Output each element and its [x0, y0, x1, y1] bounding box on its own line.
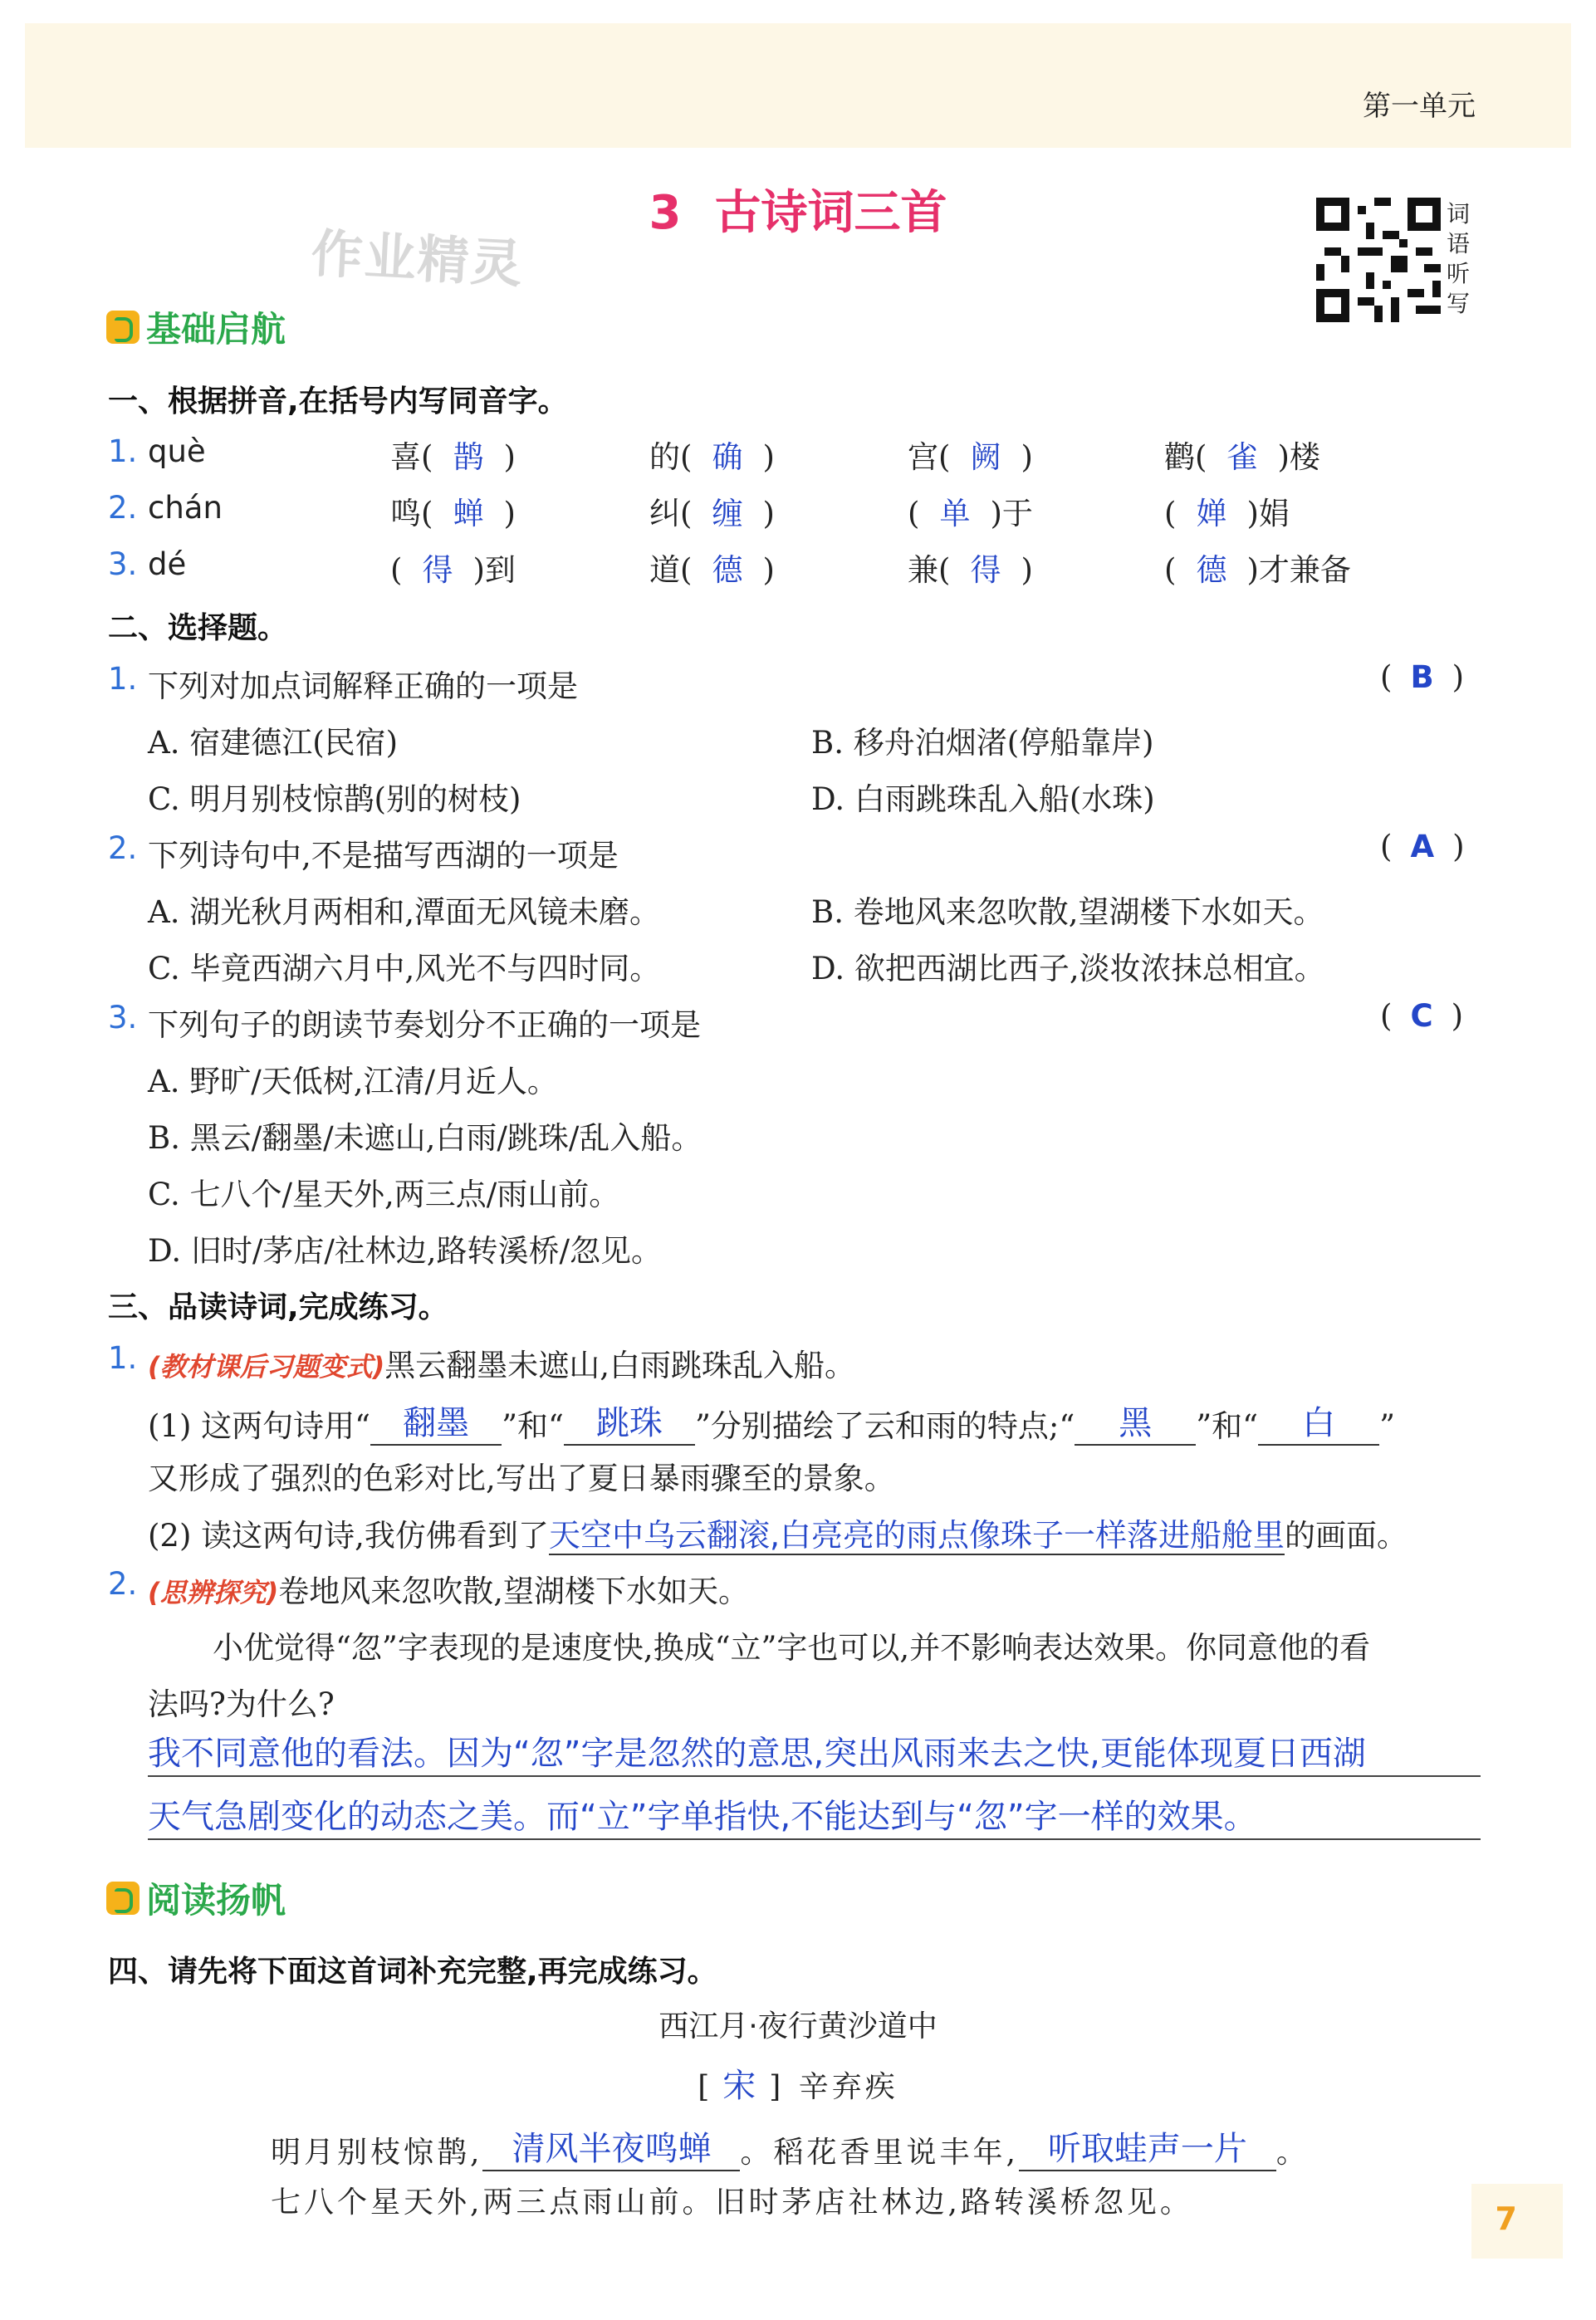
option: C. 明月别枝惊鹊(别的树枝): [148, 781, 521, 817]
page-number: 7: [1495, 2200, 1517, 2237]
q-text: (教材课后习题变式)黑云翻墨未遮山,白雨跳珠乱入船。: [148, 1348, 856, 1383]
section-reading: [106, 1873, 286, 1923]
answer-box: ( A ): [1380, 829, 1465, 864]
qr-code-icon[interactable]: [1316, 198, 1441, 322]
part1-heading: 一、根据拼音,在括号内写同音字。: [108, 384, 568, 418]
option: A. 宿建德江(民宿): [148, 725, 399, 761]
fill-item: ( 德 )才兼备: [1164, 552, 1351, 588]
q-number: 1.: [108, 661, 138, 697]
option: A. 野旷/天低树,江清/月近人。: [148, 1064, 558, 1099]
pinyin: dé: [148, 546, 187, 582]
poem-line-2: 七八个星天外,两三点雨山前。旧时茅店社林边,路转溪桥忽见。: [271, 2185, 1193, 2220]
part2-heading: 二、选择题。: [108, 611, 288, 645]
poem-title: 西江月·夜行黄沙道中: [658, 2009, 938, 2043]
option: C. 七八个/星天外,两三点/雨山前。: [148, 1177, 620, 1212]
fill-line-2: (2) 读这两句诗,我仿佛看到了天空中乌云翻滚,白亮亮的雨点像珠子一样落进船舱里的画面。: [148, 1517, 1408, 1554]
blank-answer: 白: [1258, 1397, 1379, 1446]
fill-line-1b: 又形成了强烈的色彩对比,写出了夏日暴雨骤至的景象。: [148, 1461, 895, 1496]
pinyin: chán: [148, 490, 223, 526]
lesson-title-text: 古诗词三首: [714, 186, 947, 240]
option: B. 卷地风来忽吹散,望湖楼下水如天。: [811, 894, 1324, 930]
q-number: 2.: [108, 1566, 138, 1602]
option: C. 毕竟西湖六月中,风光不与四时同。: [148, 951, 661, 986]
row-number: 3.: [108, 546, 138, 582]
fill-item: 纠( 缠 ): [649, 496, 775, 531]
fill-line-1: (1) 这两句诗用“ 翻墨 ”和“ 跳珠 ”分别描绘了云和雨的特点;“ 黑 ”和“ 白 ”: [148, 1397, 1395, 1446]
blank-answer: 听取蛙声一片: [1019, 2122, 1276, 2171]
q-number: 1.: [108, 1340, 138, 1376]
fill-item: 鸣( 蝉 ): [390, 496, 516, 531]
q-stem: 下列句子的朗读节奏划分不正确的一项是: [148, 1007, 701, 1043]
written-answer: 我不同意他的看法。因为“忽”字是忽然的意思,突出风雨来去之快,更能体现夏日西湖: [148, 1735, 1366, 1773]
fill-item: ( 得 )到: [390, 552, 516, 588]
option: D. 欲把西湖比西子,淡妆浓抹总相宜。: [811, 951, 1325, 986]
q-text: (思辨探究)卷地风来忽吹散,望湖楼下水如天。: [148, 1574, 750, 1609]
option: B. 移舟泊烟渚(停船靠岸): [811, 725, 1154, 761]
row-number: 1.: [108, 433, 138, 469]
fill-item: 喜( 鹊 ): [390, 439, 516, 475]
fill-item: 宫( 阙 ): [908, 439, 1033, 475]
pinyin: què: [148, 433, 206, 469]
q-prompt: 小优觉得“忽”字表现的是速度快,换成“立”字也可以,并不影响表达效果。你同意他的看: [213, 1630, 1371, 1666]
blank-answer: 翻墨: [370, 1397, 502, 1446]
fill-item: 的( 确 ): [649, 439, 775, 475]
q-prompt: 法吗?为什么?: [148, 1686, 335, 1722]
q-stem: 下列对加点词解释正确的一项是: [148, 668, 578, 704]
answer-rule: [148, 1838, 1481, 1840]
blank-answer: 黑: [1075, 1397, 1196, 1446]
option: D. 旧时/茅店/社林边,路转溪桥/忽见。: [148, 1233, 663, 1269]
blank-answer: 清风半夜鸣蝉: [482, 2122, 740, 2171]
option: B. 黑云/翻墨/未遮山,白雨/跳珠/乱入船。: [148, 1120, 703, 1156]
written-answer: 天气急剧变化的动态之美。而“立”字单指快,不能达到与“忽”字一样的效果。: [148, 1798, 1257, 1836]
answer-box: ( C ): [1380, 998, 1464, 1034]
unit-label: 第一单元: [1363, 90, 1476, 123]
fill-item: 鹳( 雀 )楼: [1164, 439, 1320, 475]
part3-heading: 三、品读诗词,完成练习。: [108, 1290, 448, 1324]
q-number: 3.: [108, 1000, 138, 1035]
blank-answer: 跳珠: [564, 1397, 695, 1446]
watermark: 作业精灵: [310, 223, 526, 295]
book-icon: [106, 1882, 140, 1915]
lesson-number: 3: [649, 186, 682, 240]
section-reading-title: 阅读扬帆: [146, 1880, 286, 1921]
dynasty-answer: 宋: [722, 2067, 756, 2105]
option: D. 白雨跳珠乱入船(水珠): [811, 781, 1155, 817]
row-number: 2.: [108, 490, 138, 526]
fill-item: 兼( 得 ): [908, 552, 1033, 588]
part4-heading: 四、请先将下面这首词补充完整,再完成练习。: [108, 1955, 717, 1989]
answer-box: ( B ): [1380, 659, 1465, 695]
q-tag: (教材课后习题变式): [148, 1351, 385, 1383]
poem-line-1: 明月别枝惊鹊, 清风半夜鸣蝉 。稻花香里说丰年, 听取蛙声一片 。: [271, 2122, 1310, 2171]
section-basic-title: 基础启航: [146, 309, 286, 350]
anchor-icon: [106, 311, 140, 344]
q-number: 2.: [108, 830, 138, 866]
page-number-box: [1471, 2184, 1563, 2259]
option: A. 湖光秋月两相和,潭面无风镜未磨。: [148, 894, 661, 930]
poem-author: [ 宋 ] 辛弃疾: [698, 2067, 898, 2105]
header-band: [25, 23, 1571, 148]
q-stem: 下列诗句中,不是描写西湖的一项是: [148, 838, 619, 874]
blank-answer: 天空中乌云翻滚,白亮亮的雨点像珠子一样落进船舱里: [548, 1517, 1285, 1554]
answer-rule: [148, 1775, 1481, 1777]
qr-label: 词语听写: [1447, 200, 1471, 317]
fill-item: 道( 德 ): [649, 552, 775, 588]
section-basic: [106, 302, 286, 352]
q-tag: (思辨探究): [148, 1577, 279, 1608]
fill-item: ( 婵 )娟: [1164, 496, 1290, 531]
fill-item: ( 单 )于: [908, 496, 1033, 531]
